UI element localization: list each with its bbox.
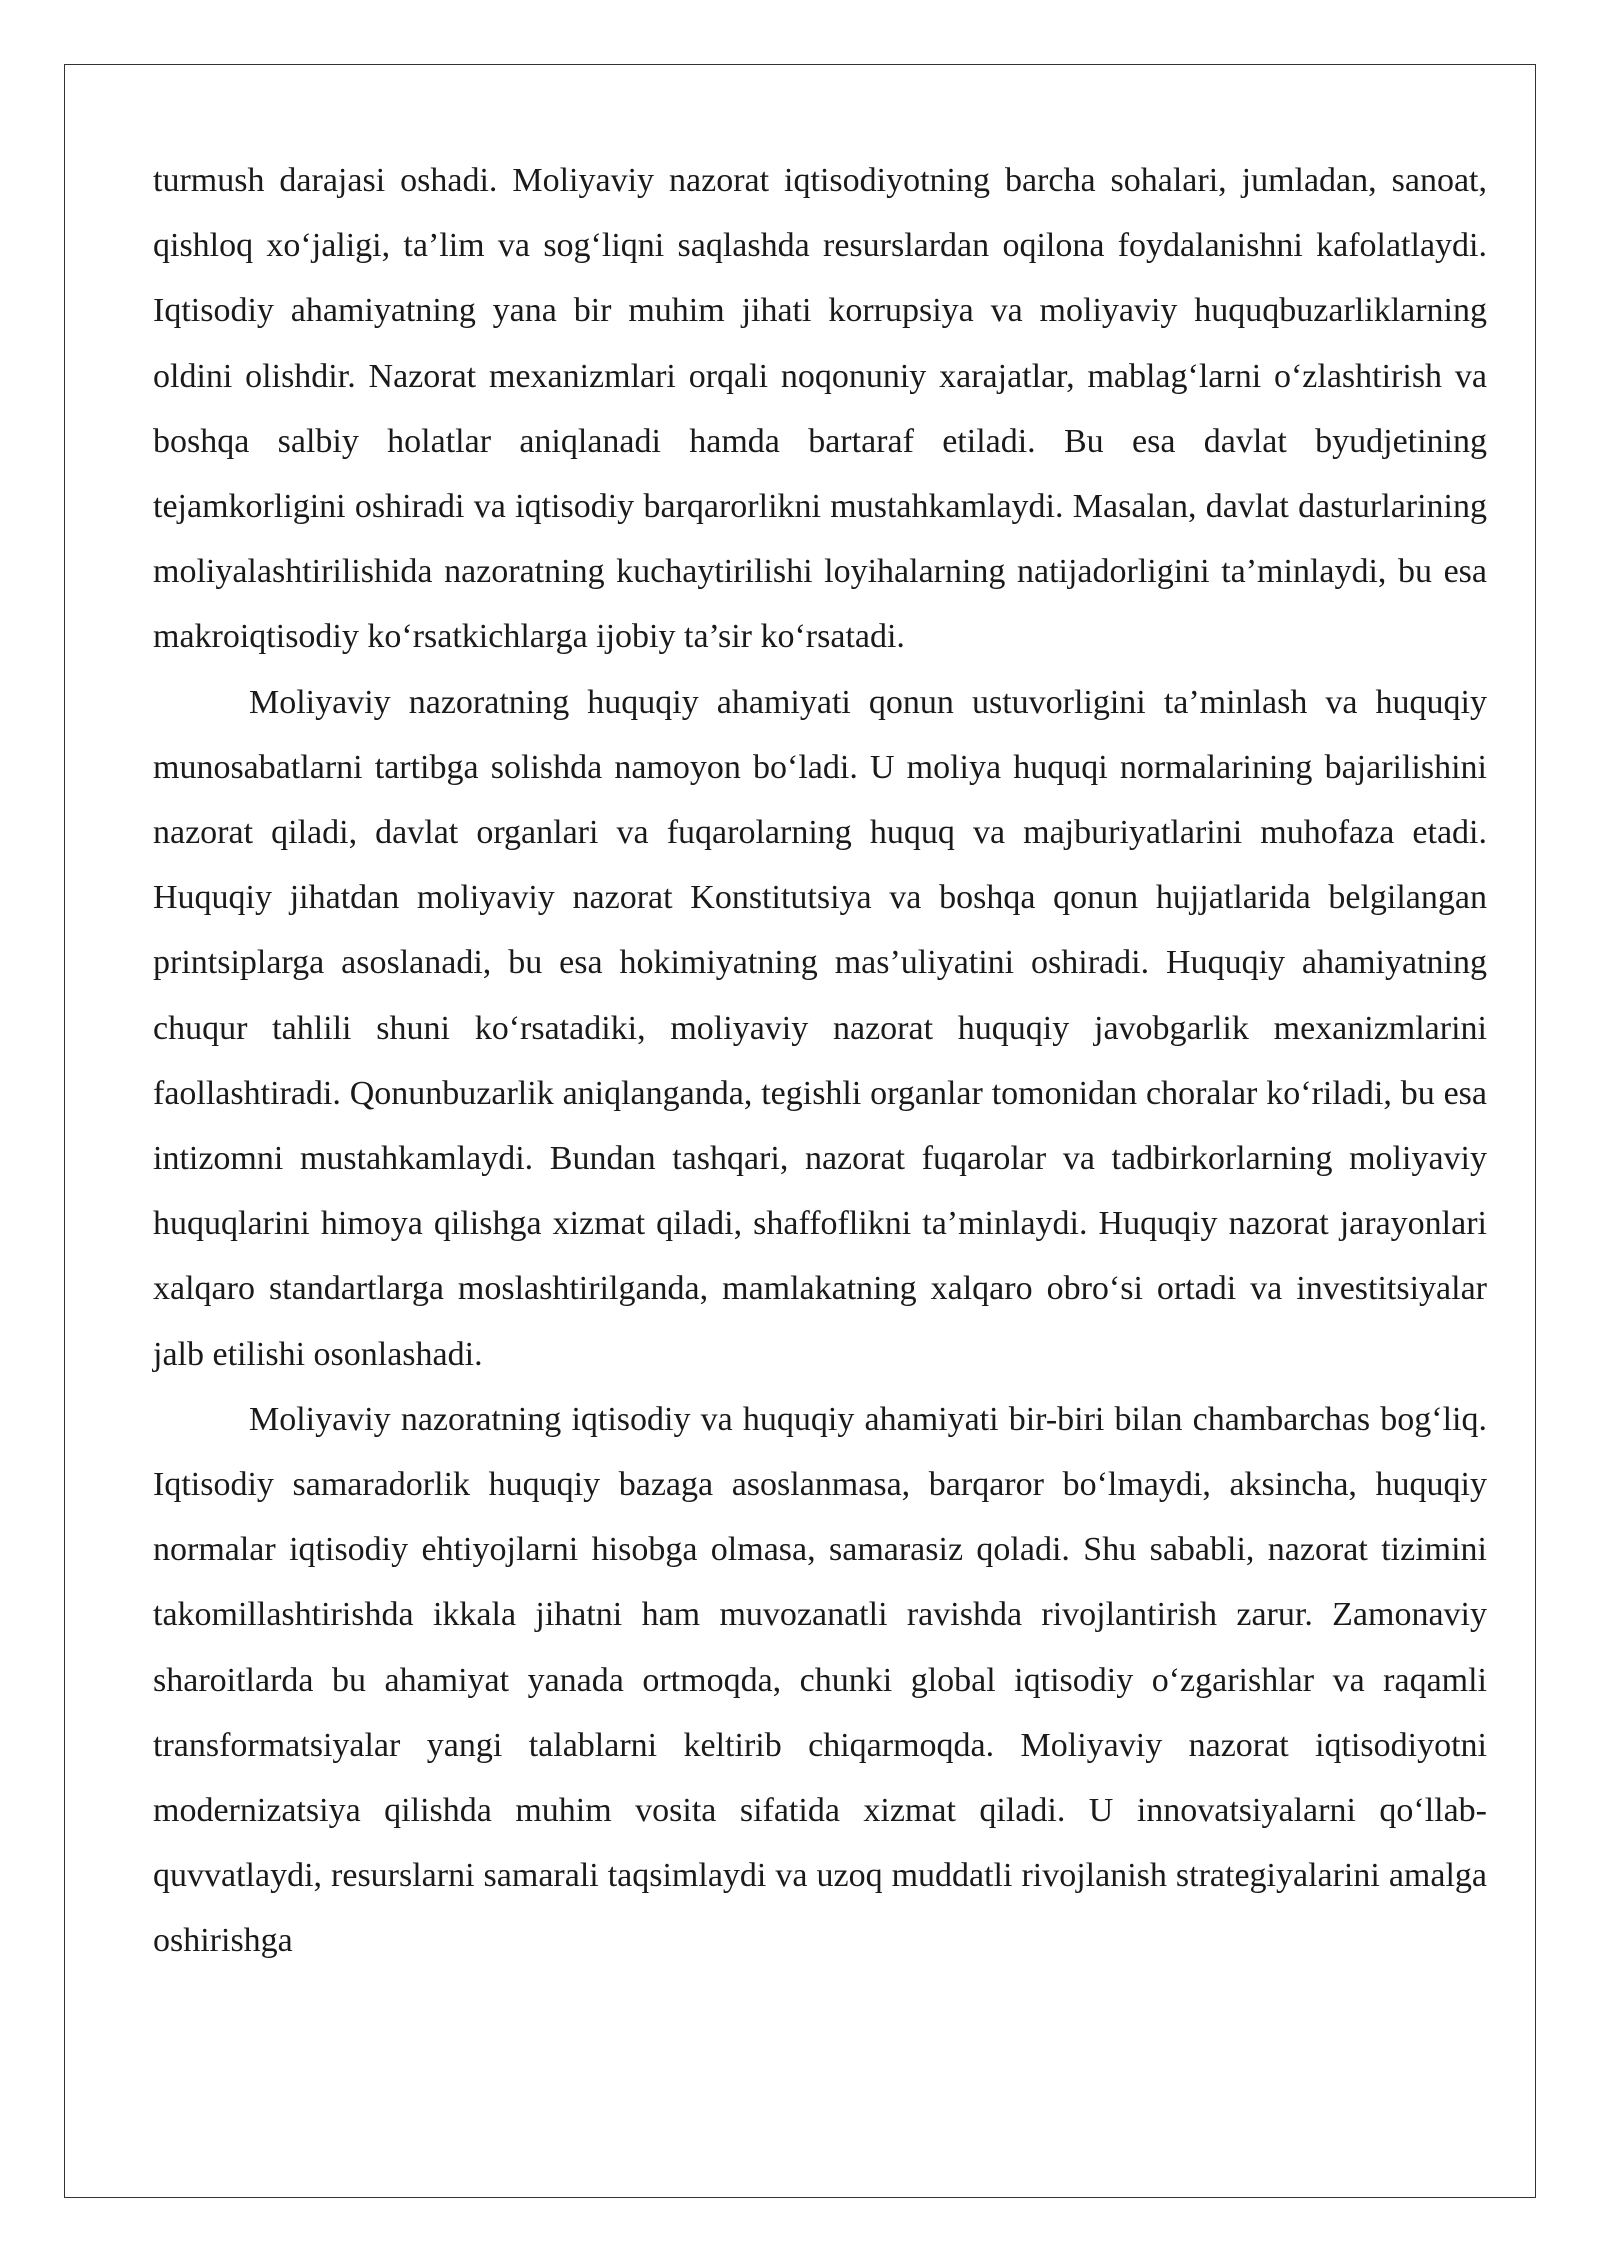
paragraph-3: Moliyaviy nazoratning iqtisodiy va huquqiy ahamiyati bir-biri bilan chambarchas bog‘liq. Iqtisodiy samaradorlik huquqiy bazaga asoslanmasa, barqaror bo‘lmaydi, aksincha, huquqiy normalar iqtisodiy ehtiyojlarni hisobga olmasa, samarasiz qoladi. Shu sababli, nazorat tizimini takomillashtirishda ikkala jihatni ham muvozanatli ravishda rivojlantirish zarur. Zamonaviy sharoitlarda bu ahamiyat yanada ortmoqda, chunki global iqtisodiy o‘zgarishlar va raqamli transformatsiyalar yangi talablarni keltirib chiqarmoqda. Moliyaviy nazorat iqtisodiyotni modernizatsiya qilishda muhim vosita sifatida xizmat qiladi. U innovatsiyalarni qo‘llab-quvvatlaydi, resurslarni samarali taqsimlaydi va uzoq muddatli rivojlanish strategiyalarini amalga oshirishga — [153, 1400, 1487, 1960]
document-body — [153, 148, 1487, 1974]
paragraph-2: Moliyaviy nazoratning huquqiy ahamiyati qonun ustuvorligini ta’minlash va huquqiy munosabatlarni tartibga solishda namoyon bo‘ladi. U moliya huquqi normalarining bajarilishini nazorat qiladi, davlat organlari va fuqarolarning huquq va majburiyatlarini muhofaza etadi. Huquqiy jihatdan moliyaviy nazorat Konstitutsiya va boshqa qonun hujjatlarida belgilangan printsiplarga asoslanadi, bu esa hokimiyatning mas’uliyatini oshiradi. Huquqiy ahamiyatning chuqur tahlili shuni ko‘rsatadiki, moliyaviy nazorat huquqiy javobgarlik mexanizmlarini faollashtiradi. Qonunbuzarlik aniqlanganda, tegishli organlar tomonidan choralar ko‘riladi, bu esa intizomni mustahkamlaydi. Bundan tashqari, nazorat fuqarolar va tadbirkorlarning moliyaviy huquqlarini himoya qilishga xizmat qiladi, shaffoflikni ta’minlaydi. Huquqiy nazorat jarayonlari xalqaro standartlarga moslashtirilganda, mamlakatning xalqaro obro‘si ortadi va investitsiyalar jalb etilishi osonlashadi. — [153, 683, 1487, 1373]
paragraph-1: turmush darajasi oshadi. Moliyaviy nazorat iqtisodiyotning barcha sohalari, jumladan, sanoat, qishloq xo‘jaligi, ta’lim va sog‘liqni saqlashda resurslardan oqilona foydalanishni kafolatlaydi. Iqtisodiy ahamiyatning yana bir muhim jihati korrupsiya va moliyaviy huquqbuzarliklarning oldini olishdir. Nazorat mexanizmlari orqali noqonuniy xarajatlar, mablag‘larni o‘zlashtirish va boshqa salbiy holatlar aniqlanadi hamda bartaraf etiladi. Bu esa davlat byudjetining tejamkorligini oshiradi va iqtisodiy barqarorlikni mustahkamlaydi. Masalan, davlat dasturlarining moliyalashtirilishida nazoratning kuchaytirilishi loyihalarning natijadorligini ta’minlaydi, bu esa makroiqtisodiy ko‘rsatkichlarga ijobiy ta’sir ko‘rsatadi. — [153, 162, 1487, 656]
